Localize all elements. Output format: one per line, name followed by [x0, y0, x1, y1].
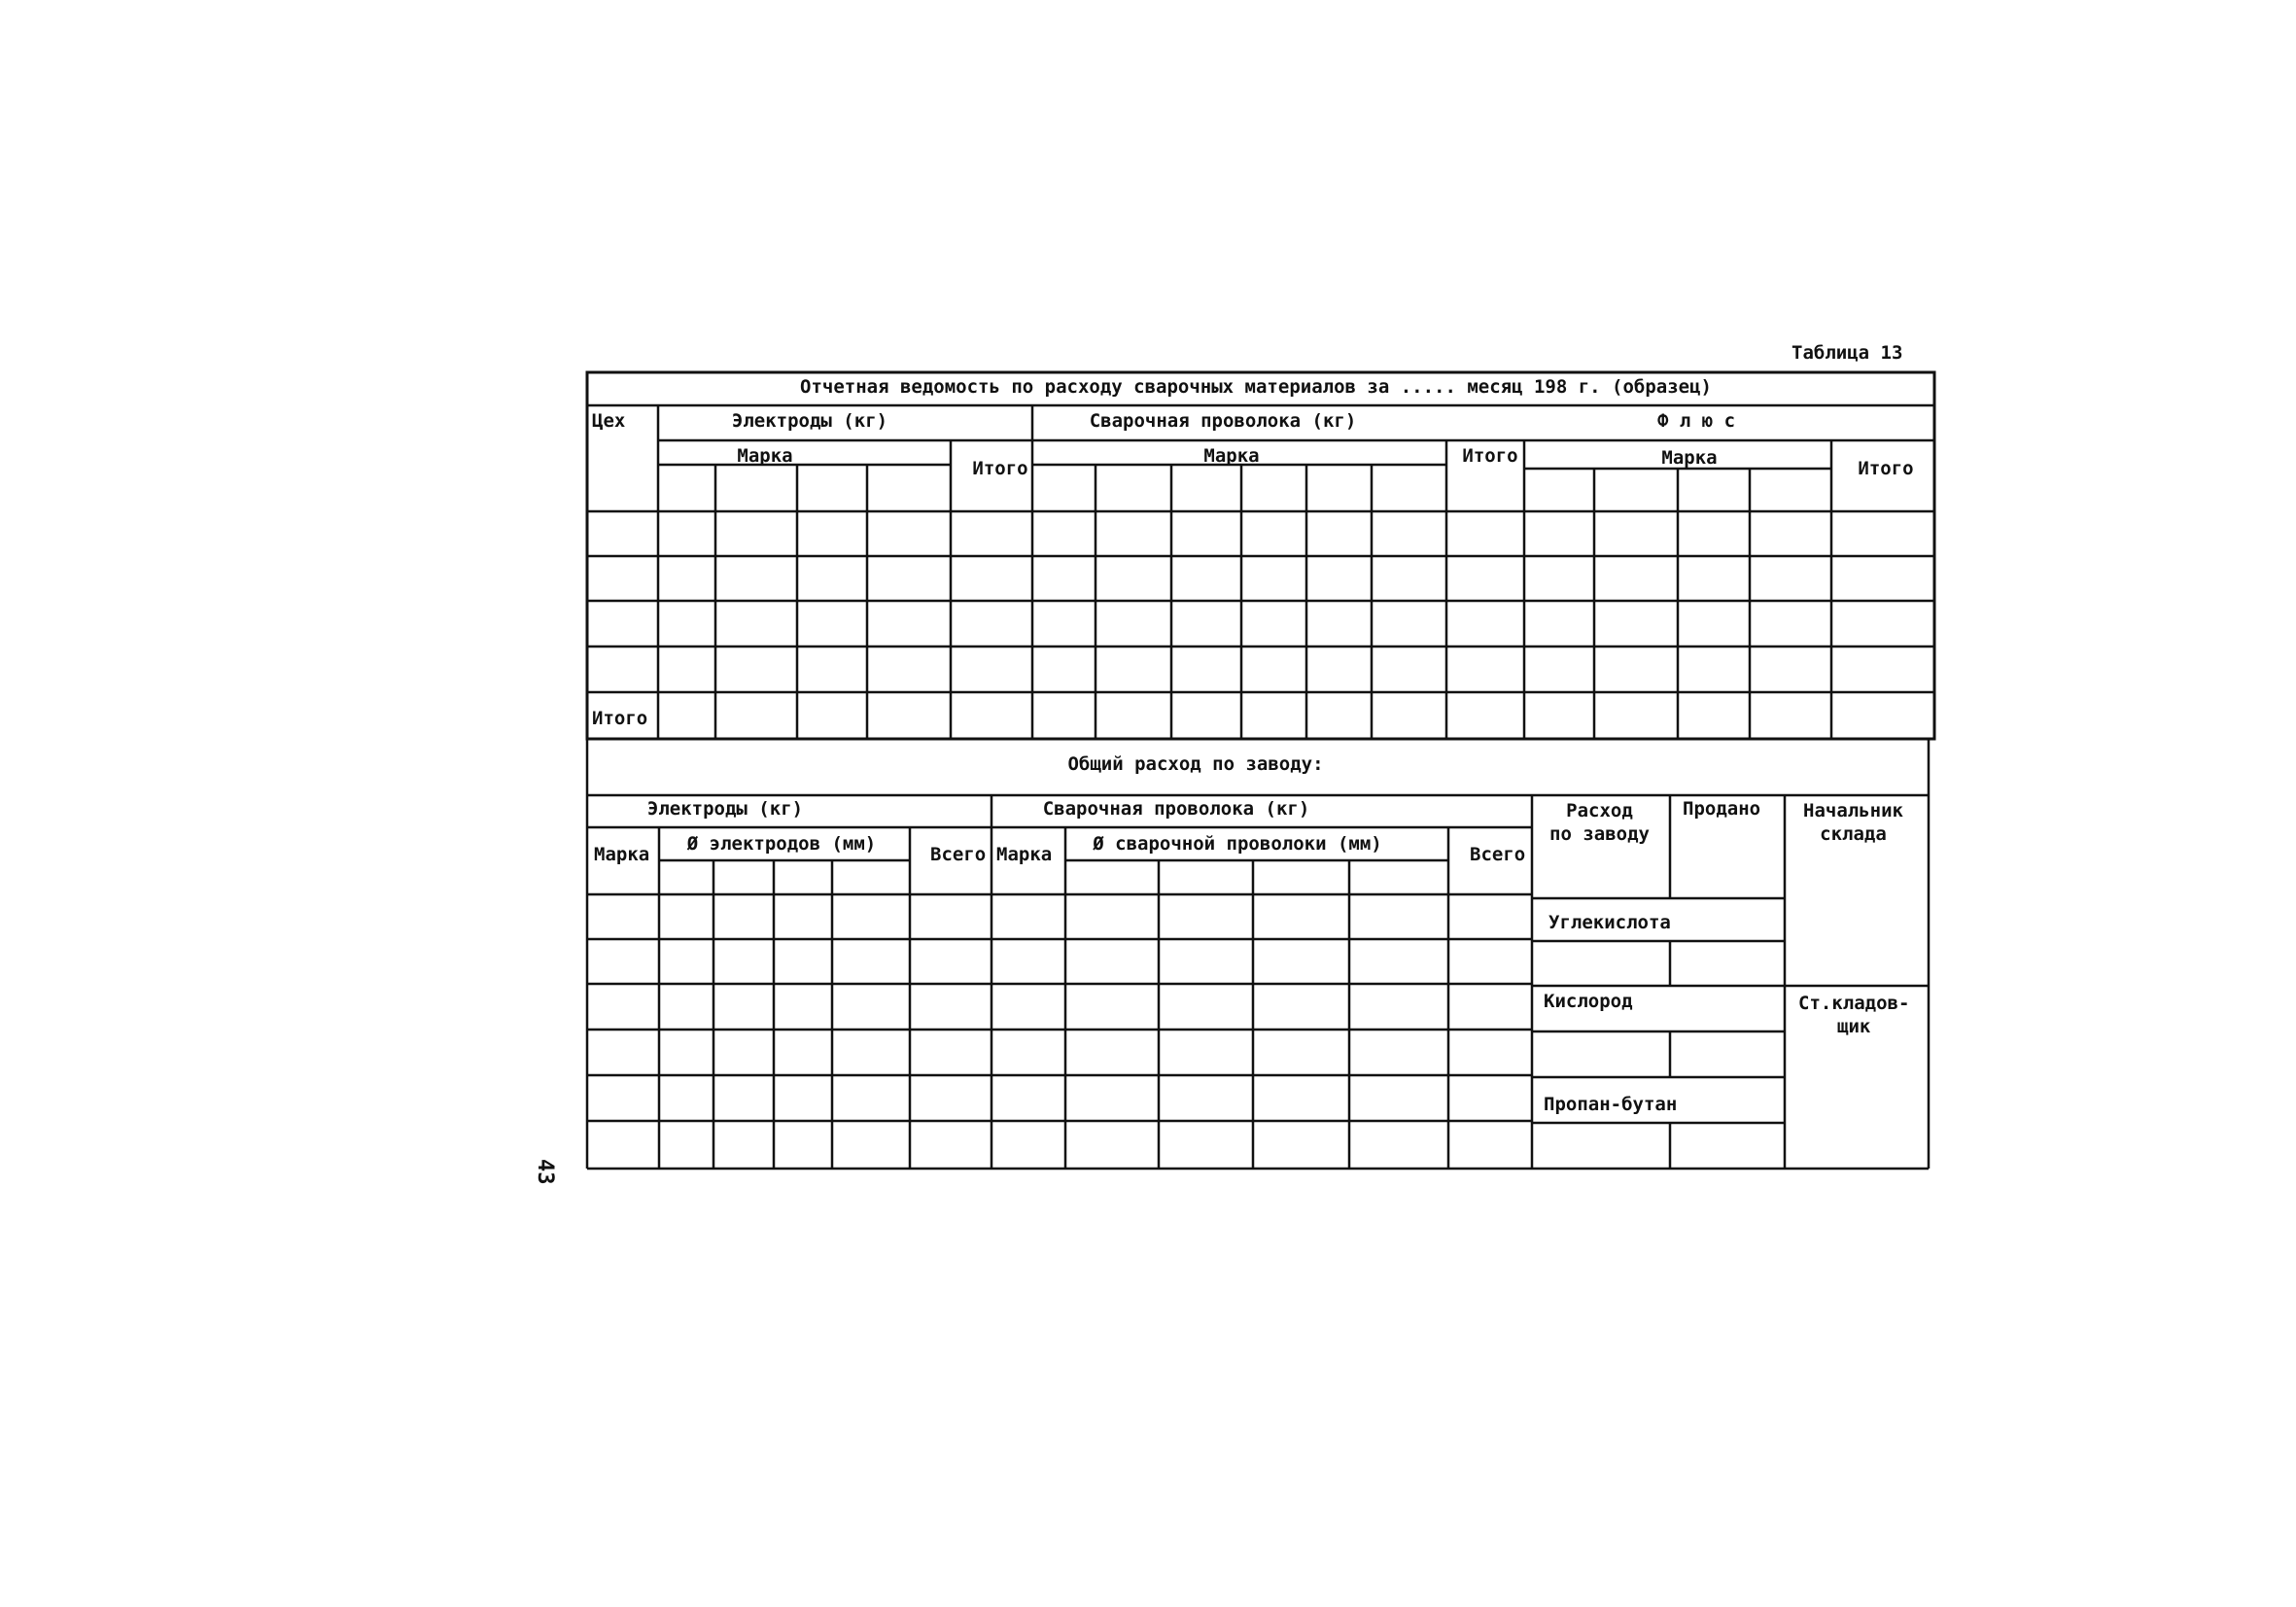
wire-grand-total: Всего — [1470, 844, 1526, 865]
wire-brand: Марка — [1203, 445, 1260, 467]
co2-label: Углекислота — [1548, 912, 1671, 933]
oxygen-label: Кислород — [1544, 991, 1633, 1012]
bottom-electrodes-brand: Марка — [594, 844, 650, 865]
bottom-electrodes-header: Электроды (кг) — [646, 798, 804, 820]
electrode-diameter-header: Ø электродов (мм) — [686, 833, 877, 855]
electrodes-brand: Марка — [737, 445, 793, 467]
warehouse-head-label: Начальник склада — [1803, 800, 1903, 845]
storekeeper-label: Ст.кладов- щик — [1798, 993, 1910, 1037]
page-number: 43 — [533, 1159, 557, 1185]
flux-total-header: Итого — [1858, 458, 1914, 479]
shop-header: Цех — [592, 410, 626, 432]
electrodes-total-header: Итого — [972, 458, 1028, 479]
bottom-wire-header: Сварочная проволока (кг) — [1042, 798, 1310, 820]
flux-header: Ф л ю с — [1656, 410, 1736, 432]
bottom-wire-brand: Марка — [996, 844, 1053, 865]
report-title: Отчетная ведомость по расходу сварочных материалов за ..... месяц 198 г. (образец) — [800, 376, 1712, 398]
wire-diameter-header: Ø сварочной проволоки (мм) — [1093, 833, 1382, 855]
wire-header: Сварочная проволока (кг) — [1089, 410, 1357, 432]
propane-label: Пропан-бутан — [1544, 1094, 1678, 1115]
electrodes-grand-total: Всего — [930, 844, 987, 865]
flux-brand: Марка — [1661, 447, 1718, 469]
electrodes-header: Электроды (кг) — [731, 410, 888, 432]
sold-header: Продано — [1683, 798, 1761, 820]
wire-total-header: Итого — [1462, 445, 1518, 467]
row-total-label: Итого — [592, 708, 648, 729]
factory-use-header: Расход по заводу — [1549, 800, 1650, 845]
factory-summary-title: Общий расход по заводу: — [1067, 753, 1324, 775]
table-number: Таблица 13 — [1792, 342, 1903, 364]
